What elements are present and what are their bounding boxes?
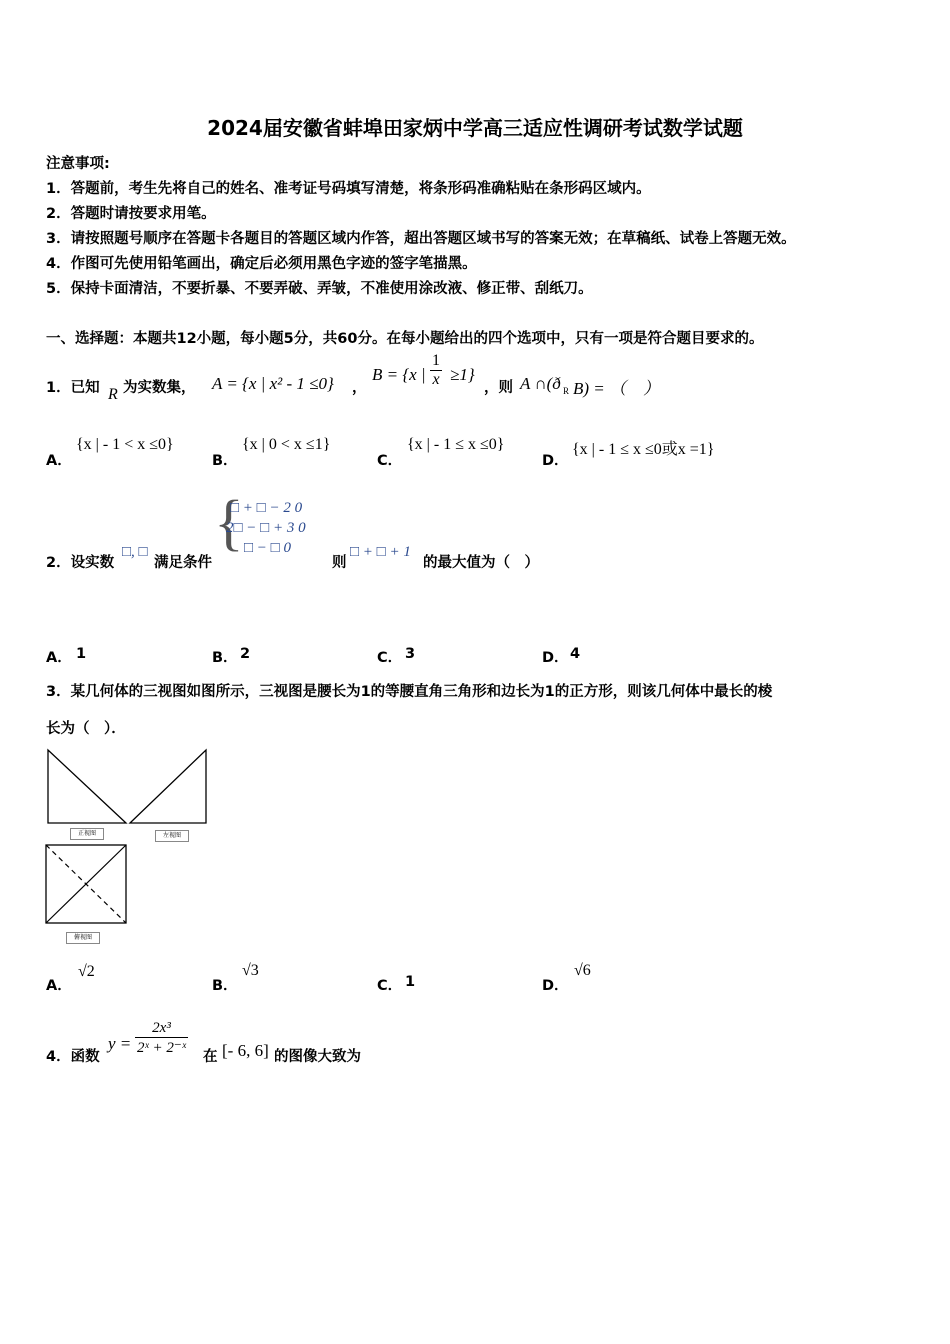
q1-prefix: 1．已知 — [46, 380, 100, 396]
q2-prefix: 2．设实数 — [46, 555, 115, 571]
q4-interval: [- 6, 6] — [222, 1041, 269, 1060]
q1-option-label: C． — [377, 453, 403, 469]
side-view-triangle — [130, 750, 206, 823]
q1-option-label: A． — [46, 453, 72, 469]
q2-option-label: D． — [542, 650, 569, 666]
q3-option-value: √2 — [78, 963, 95, 980]
q4-fraction — [135, 1020, 188, 1057]
q2-expr: □ + □ + 1 — [350, 544, 411, 560]
q2-option-label: C． — [377, 650, 403, 666]
q4-y: y = — [108, 1034, 132, 1053]
q1-frac-den: x — [432, 371, 440, 388]
q3-text: 长为（ ）． — [46, 721, 126, 737]
q4-frac-den: 2ˣ + 2⁻ˣ — [137, 1040, 187, 1056]
q1-option-value: {x | - 1 ≤ x ≤0或x =1} — [572, 441, 715, 458]
q2-cond: 满足条件 — [154, 555, 212, 571]
q1-set-B-left: B = {x | — [372, 365, 426, 384]
q1-R: R — [108, 386, 118, 403]
q2-option-value: 1 — [76, 646, 87, 662]
q1-fraction — [430, 352, 442, 389]
q3-option-label: A． — [46, 978, 72, 994]
q2-option-label: B． — [212, 650, 238, 666]
notice-item: 2．答题时请按要求用笔。 — [46, 206, 216, 222]
q2-option-value: 3 — [405, 646, 416, 662]
q1-sub: R — [563, 386, 570, 396]
q1-expr: A ∩(ð — [520, 374, 561, 393]
q2-option-value: 4 — [570, 646, 581, 662]
q1-frac-num: 1 — [432, 352, 440, 369]
q4-mid: 在 — [203, 1049, 218, 1065]
q1-set-A: A = {x | x² - 1 ≤0} — [212, 374, 334, 393]
side-view-label: 左视图 — [155, 830, 189, 842]
notice-item: 3．请按照题号顺序在答题卡各题目的答题区域内作答，超出答题区域书写的答案无效；在草稿纸、试卷上答题无效。 — [46, 231, 796, 247]
q1-option-value: {x | - 1 < x ≤0} — [76, 436, 174, 453]
q1-tail: ，则 — [484, 380, 513, 396]
q3-text: 3．某几何体的三视图如图所示，三视图是腰长为1的等腰直角三角形和边长为1的正方形，则该几何体中最长的棱 — [46, 684, 773, 700]
q1-comma: ， — [352, 380, 367, 396]
q3-option-label: B． — [212, 978, 238, 994]
top-view-label: 俯视图 — [66, 932, 100, 944]
q1-option-label: D． — [542, 453, 569, 469]
q2-constraint: 2□ − □ + 3 0 — [226, 520, 306, 536]
q2-option-label: A． — [46, 650, 72, 666]
q2-option-value: 2 — [240, 646, 251, 662]
notice-item: 1．答题前，考生先将自己的姓名、准考证号码填写清楚，将条形码准确粘贴在条形码区域内。 — [46, 181, 651, 197]
q2-tail: 的最大值为（ ） — [423, 555, 539, 571]
notice-heading: 注意事项: — [46, 156, 110, 172]
q3-option-value: √6 — [574, 962, 591, 979]
q3-option-label: D． — [542, 978, 569, 994]
q1-set-B-right: ≥1} — [450, 365, 475, 384]
q1-option-label: B． — [212, 453, 238, 469]
q1-option-value: {x | - 1 ≤ x ≤0} — [407, 436, 505, 453]
q1-option-value: {x | 0 < x ≤1} — [242, 436, 331, 453]
three-view-figure — [44, 745, 210, 950]
notice-item: 5．保持卡面清洁，不要折暴、不要弄破、弄皱，不准使用涂改液、修正带、刮纸刀。 — [46, 281, 593, 297]
q3-option-value: √3 — [242, 962, 259, 979]
q3-option-label: C． — [377, 978, 403, 994]
q2-vars: □, □ — [122, 544, 148, 560]
q2-constraint: □ − □ 0 — [244, 540, 291, 556]
q2-system-brace: { — [214, 489, 244, 557]
q1-mid: 为实数集， — [123, 380, 196, 396]
section-heading: 一、选择题：本题共12小题，每小题5分，共60分。在每小题给出的四个选项中，只有一项是符合题目要求的。 — [46, 331, 764, 347]
q4-tail: 的图像大致为 — [274, 1049, 361, 1065]
q4-frac-num: 2x³ — [135, 1020, 188, 1038]
notice-item: 4．作图可先使用铅笔画出，确定后必须用黑色字迹的签字笔描黑。 — [46, 256, 477, 272]
q1-expr2: B) = （ ） — [573, 379, 661, 398]
front-view-triangle — [48, 750, 126, 823]
front-view-label: 正视图 — [70, 828, 104, 840]
q2-constraint: □ + □ − 2 0 — [230, 500, 303, 516]
page-title: 2024届安徽省蚌埠田家炳中学高三适应性调研考试数学试题 — [207, 116, 743, 140]
q3-option-value: 1 — [405, 974, 416, 990]
q4-prefix: 4．函数 — [46, 1049, 100, 1065]
q2-then: 则 — [332, 555, 347, 571]
